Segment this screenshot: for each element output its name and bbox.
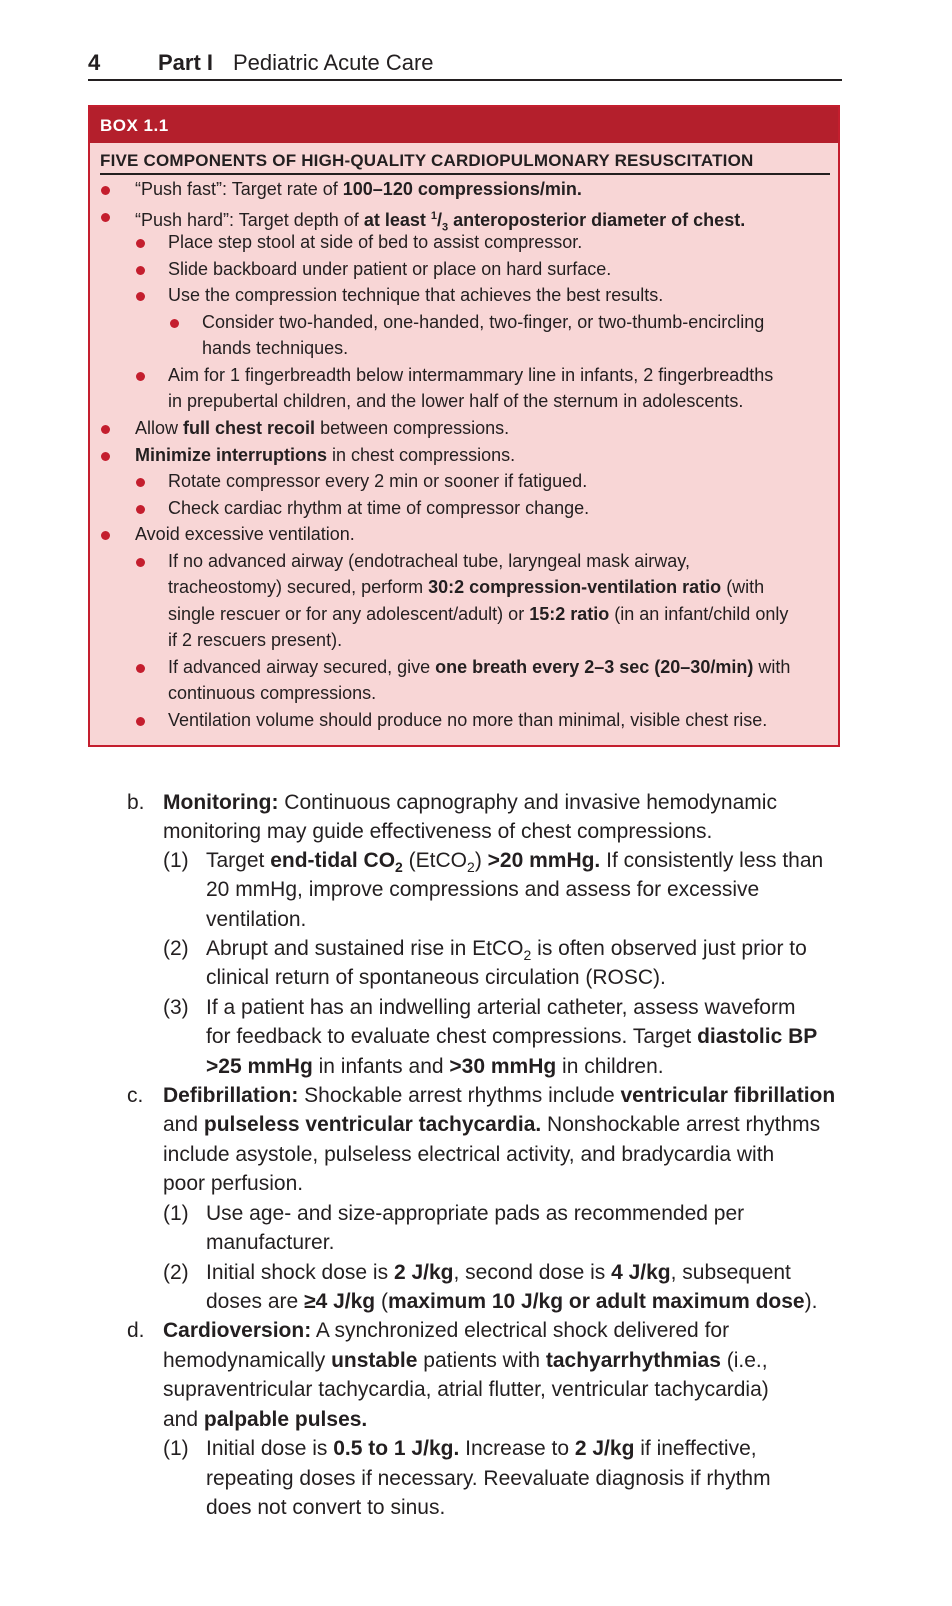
body-text-bold: unstable [331, 1349, 418, 1372]
body-text: Continuous capnography and invasive hemodynamic [278, 791, 777, 814]
box-text: Allow [135, 418, 184, 438]
defib-line-2 [163, 1110, 820, 1139]
box-subitem: Aim for 1 fingerbreadth below intermammary line in infants, 2 fingerbreadths [168, 365, 774, 385]
body-text: Initial dose is [206, 1437, 334, 1460]
b1-line-3: ventilation. [206, 908, 307, 931]
b3-line-3 [206, 1052, 664, 1081]
box-text: “Push fast”: Target rate of [135, 179, 343, 199]
body-text-bold: 4 J/kg [611, 1261, 671, 1284]
box-subitem: Use the compression technique that achieves the best results. [168, 285, 664, 305]
bullet-icon [136, 664, 145, 673]
bullet-icon [101, 186, 110, 195]
body-text: Abrupt and sustained rise in EtCO [206, 937, 524, 960]
body-text: A synchronized electrical shock delivered for [311, 1319, 730, 1342]
c1-line-2: manufacturer. [206, 1231, 335, 1254]
item-label-b3: (3) [163, 996, 189, 1019]
item-label-b2: (2) [163, 937, 189, 960]
box-text: (with [721, 577, 765, 597]
bullet-icon [101, 531, 110, 540]
body-text: Nonshockable arrest rhythms [541, 1113, 821, 1136]
c1-line-1: Use age- and size-appropriate pads as recommended per [206, 1202, 745, 1225]
body-text: ( [375, 1290, 388, 1313]
b1-line-2: 20 mmHg, improve compressions and assess for excessive [206, 878, 760, 901]
body-text: ) [474, 849, 488, 872]
bullet-icon [136, 558, 145, 567]
body-text: patients with [417, 1349, 546, 1372]
body-text: and [163, 1113, 204, 1136]
box-item-ventilation: Avoid excessive ventilation. [135, 524, 355, 544]
defib-line-4: poor perfusion. [163, 1172, 304, 1195]
item-label-c: c. [127, 1084, 144, 1107]
item-label-c2: (2) [163, 1261, 189, 1284]
section-heading: Monitoring: [163, 791, 279, 814]
box-subitem-cont [168, 601, 788, 628]
box-subitem-cont: continuous compressions. [168, 683, 377, 703]
item-label-c1: (1) [163, 1202, 189, 1225]
box-title-rule [100, 173, 830, 175]
running-title: Pediatric Acute Care [233, 50, 434, 75]
box-text: tracheostomy) secured, perform [168, 577, 429, 597]
b2-line-2: clinical return of spontaneous circulation (ROSC). [206, 966, 666, 989]
bullet-icon [136, 372, 145, 381]
c2-line-2 [206, 1287, 817, 1316]
subscript: 2 [467, 859, 475, 876]
cardio-line-3: supraventricular tachycardia, atrial flutter, ventricular tachycardia) [163, 1378, 769, 1401]
body-text-bold: >20 mmHg. [487, 849, 601, 872]
body-text: If consistently less than [600, 849, 824, 872]
cardio-line-2 [163, 1346, 768, 1375]
bullet-icon [136, 292, 145, 301]
body-text-bold: >25 mmHg [206, 1055, 313, 1078]
box-subitem: Place step stool at side of bed to assist compressor. [168, 232, 583, 252]
defib-line-3: include asystole, pulseless electrical activity, and bradycardia with [163, 1143, 775, 1166]
item-label-d1: (1) [163, 1437, 189, 1460]
d1-line-3: does not convert to sinus. [206, 1496, 446, 1519]
body-text: (i.e., [720, 1349, 768, 1372]
running-header [88, 50, 842, 80]
box-subitem: Check cardiac rhythm at time of compressor change. [168, 498, 590, 518]
body-text-bold: diastolic BP [697, 1025, 818, 1048]
box-text-bold: one breath every 2–3 sec (20–30/min) [435, 657, 754, 677]
body-text: is often observed just prior to [531, 937, 807, 960]
body-text-bold: ≥4 J/kg [304, 1290, 376, 1313]
box-subitem-cont: in prepubertal children, and the lower half of the sternum in adolescents. [168, 391, 744, 411]
body-text-bold: 0.5 to 1 J/kg. [333, 1437, 460, 1460]
box-subitem: Rotate compressor every 2 min or sooner if fatigued. [168, 471, 588, 491]
box-text-bold: full chest recoil [183, 418, 316, 438]
box-subitem: Slide backboard under patient or place on hard surface. [168, 259, 612, 279]
body-text-bold: >30 mmHg [449, 1055, 557, 1078]
box-subitem-cont: if 2 rescuers present). [168, 630, 343, 650]
body-text-bold: tachyarrhythmias [545, 1349, 721, 1372]
section-heading: Defibrillation: [163, 1084, 299, 1107]
fraction: $^1/_3$ [430, 210, 449, 234]
part-label: Part I [158, 50, 214, 75]
box-subsubitem: Consider two-handed, one-handed, two-finger, or two-thumb-encircling [202, 312, 765, 332]
bullet-icon [101, 452, 110, 461]
bullet-icon [136, 717, 145, 726]
body-text: doses are [206, 1290, 305, 1313]
body-text: for feedback to evaluate chest compressions. Target [206, 1025, 698, 1048]
body-text: , second dose is [453, 1261, 612, 1284]
body-text-bold: palpable pulses. [203, 1408, 368, 1431]
body-text: if ineffective, [634, 1437, 757, 1460]
box-1-1 [88, 105, 840, 747]
d1-line-2: repeating doses if necessary. Reevaluate diagnosis if rhythm [206, 1467, 771, 1490]
body-text: hemodynamically [163, 1349, 332, 1372]
box-item-recoil [135, 415, 509, 442]
bullet-icon [170, 319, 179, 328]
body-text-bold: end-tidal CO [270, 849, 396, 872]
monitoring-line-1 [163, 788, 777, 817]
box-text-bold: at least [363, 210, 431, 230]
body-text-bold: pulseless ventricular tachycardia. [203, 1113, 542, 1136]
header-rule [88, 79, 842, 81]
box-label: BOX 1.1 [100, 116, 169, 135]
c2-line-1 [206, 1258, 791, 1287]
body-text: ). [804, 1290, 818, 1313]
box-text-bold: Minimize interruptions [135, 445, 328, 465]
box-text: (in an infant/child only [609, 604, 789, 624]
body-text: Target [206, 849, 271, 872]
body-text: in infants and [312, 1055, 450, 1078]
bullet-icon [101, 213, 110, 222]
box-subitem [168, 654, 790, 681]
box-header-bar [90, 107, 838, 143]
box-text: with [753, 657, 791, 677]
body-text: in children. [556, 1055, 664, 1078]
box-item-push-fast [135, 176, 582, 203]
subscript: 2 [523, 947, 532, 964]
monitoring-line-2: monitoring may guide effectiveness of chest compressions. [163, 820, 713, 843]
b3-line-1: If a patient has an indwelling arterial catheter, assess waveform [206, 996, 796, 1019]
cardio-line-4 [163, 1405, 367, 1434]
body-text-bold: maximum 10 J/kg or adult maximum dose [387, 1290, 805, 1313]
box-subitem: Ventilation volume should produce no more than minimal, visible chest rise. [168, 710, 768, 730]
bullet-icon [136, 266, 145, 275]
box-text-bold: anteroposterior diameter of chest. [448, 210, 746, 230]
body-text: Initial shock dose is [206, 1261, 394, 1284]
bullet-icon [136, 505, 145, 514]
cardio-line-1 [163, 1316, 729, 1345]
body-text: Shockable arrest rhythms include [298, 1084, 621, 1107]
body-text-bold: 2 J/kg [393, 1261, 454, 1284]
defib-line-1 [163, 1081, 835, 1110]
fraction-denominator: 3 [442, 221, 449, 234]
bullet-icon [136, 239, 145, 248]
bullet-icon [136, 478, 145, 487]
b3-line-2 [206, 1022, 817, 1051]
body-text-bold: 2 J/kg [574, 1437, 635, 1460]
subscript: 2 [395, 859, 403, 876]
page-number: 4 [88, 50, 101, 75]
box-subitem-cont [168, 574, 764, 601]
box-text: “Push hard”: Target depth of [135, 210, 364, 230]
body-text: Increase to [459, 1437, 575, 1460]
box-title: FIVE COMPONENTS OF HIGH-QUALITY CARDIOPULMONARY RESUSCITATION [100, 151, 754, 170]
box-text: in chest compressions. [327, 445, 516, 465]
body-text: (EtCO [402, 849, 468, 872]
fraction-numerator: 1 [430, 210, 437, 222]
body-text: , subsequent [670, 1261, 791, 1284]
box-text-bold: 30:2 compression-ventilation ratio [428, 577, 722, 597]
section-heading: Cardioversion: [163, 1319, 312, 1342]
box-text: single rescuer or for any adolescent/adult) or [168, 604, 530, 624]
item-label-b1: (1) [163, 849, 189, 872]
d1-line-1 [206, 1434, 757, 1463]
box-subsubitem-cont: hands techniques. [202, 338, 349, 358]
box-text: between compressions. [315, 418, 510, 438]
box-subitem: If no advanced airway (endotracheal tube, laryngeal mask airway, [168, 551, 690, 571]
item-label-d: d. [127, 1319, 145, 1342]
bullet-icon [101, 425, 110, 434]
body-text-bold: ventricular fibrillation [620, 1084, 836, 1107]
body-text: and [163, 1408, 204, 1431]
box-item-interruptions [135, 442, 515, 469]
item-label-b: b. [127, 791, 145, 814]
box-text-bold: 100–120 compressions/min. [342, 179, 582, 199]
box-text-bold: 15:2 ratio [529, 604, 610, 624]
box-text: If advanced airway secured, give [168, 657, 436, 677]
